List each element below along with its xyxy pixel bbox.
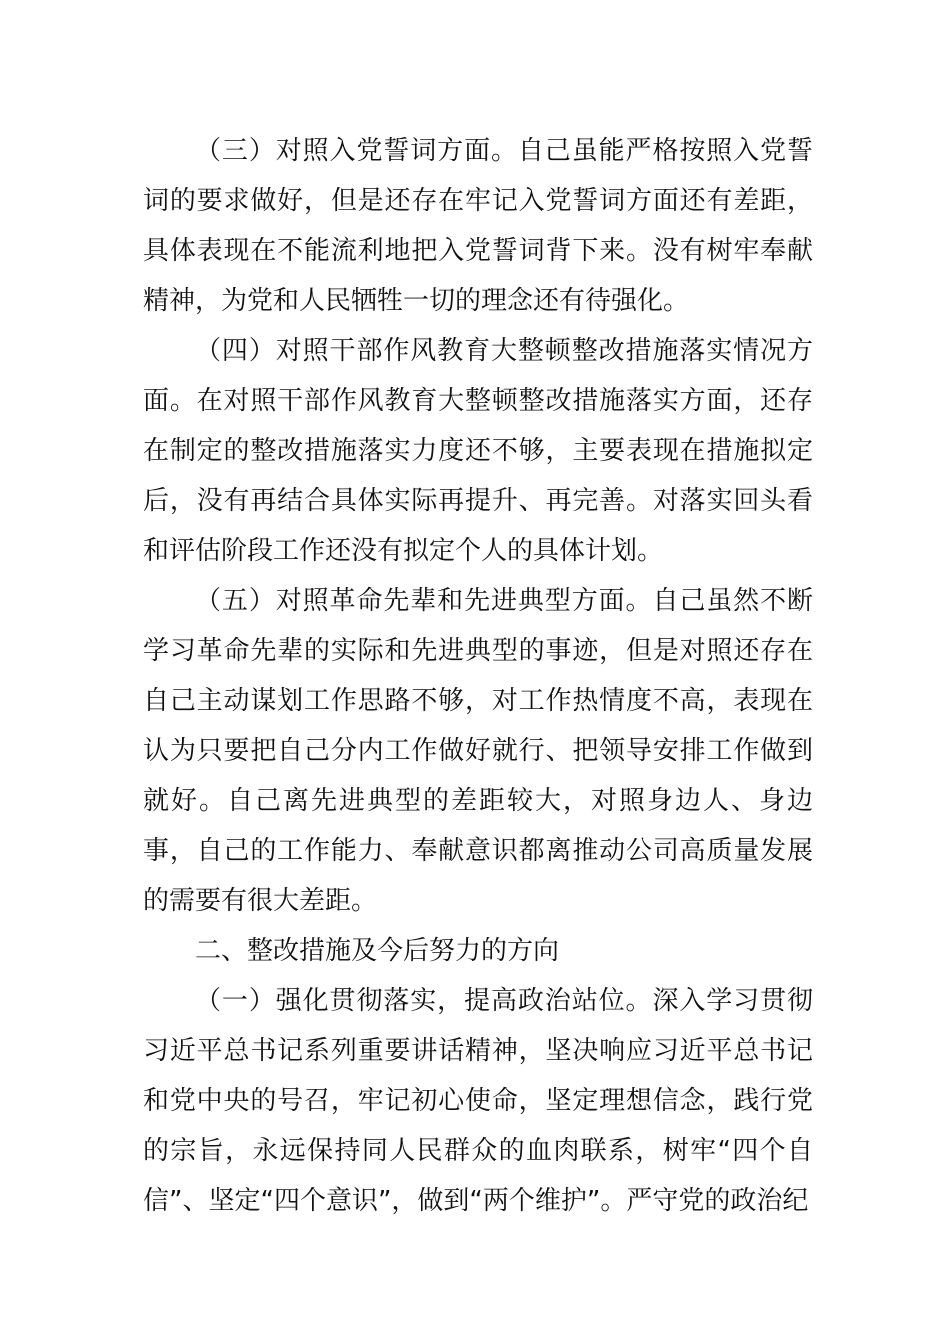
paragraph-four: （四）对照干部作风教育大整顿整改措施落实情况方面。在对照干部作风教育大整顿整改措施落实方面，还存在制定的整改措施落实力度还不够，主要表现在措施拟定后，没有再结合具体实际再提升、再完善。对落实回头看和评估阶段工作还没有拟定个人的具体计划。 [143, 336, 813, 566]
paragraph-one: （一）强化贯彻落实，提高政治站位。深入学习贯彻习近平总书记系列重要讲话精神，坚决响应习近平总书记和党中央的号召，牢记初心使命，坚定理想信念，践行党的宗旨，永远保持同人民群众的血肉联系，树牢“四个自信”、坚定“四个意识”，做到“两个维护”。严守党的政治纪 [143, 986, 813, 1216]
paragraph-five: （五）对照革命先辈和先进典型方面。自己虽然不断学习革命先辈的实际和先进典型的事迹，但是对照还存在自己主动谋划工作思路不够，对工作热情度不高，表现在认为只要把自己分内工作做好就行、把领导安排工作做到就好。自己离先进典型的差距较大，对照身边人、身边事，自己的工作能力、奉献意识都离推动公司高质量发展的需要有很大差距。 [143, 586, 813, 916]
section-heading: 二、整改措施及今后努力的方向 [195, 936, 560, 966]
paragraph-three: （三）对照入党誓词方面。自己虽能严格按照入党誓词的要求做好，但是还存在牢记入党誓词方面还有差距，具体表现在不能流利地把入党誓词背下来。没有树牢奉献精神，为党和人民牺牲一切的理念还有待强化。 [143, 136, 813, 316]
document-body [143, 126, 813, 1226]
